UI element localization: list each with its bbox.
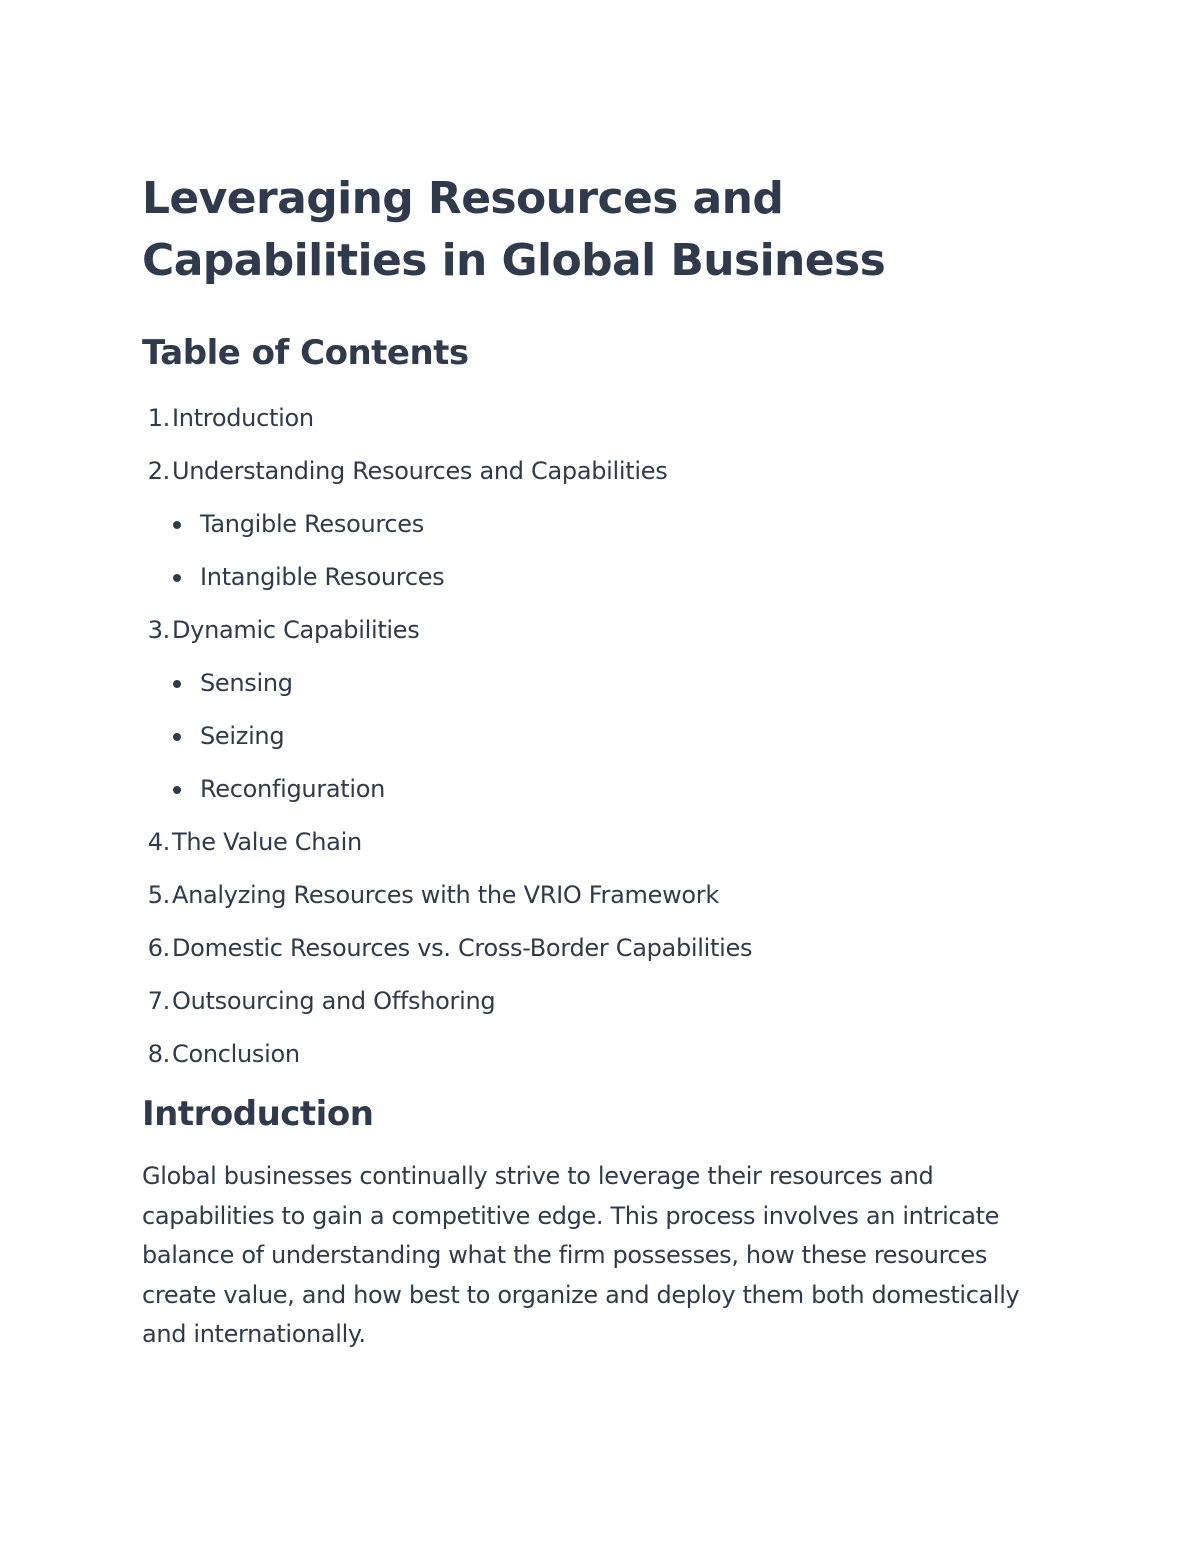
toc-item-label: Introduction bbox=[172, 404, 314, 432]
table-of-contents bbox=[142, 392, 1062, 1081]
bullet-icon bbox=[173, 680, 181, 688]
toc-item-label: The Value Chain bbox=[172, 828, 362, 856]
toc-item-label: Conclusion bbox=[172, 1040, 300, 1068]
toc-subitem-label: Reconfiguration bbox=[200, 775, 386, 803]
toc-item bbox=[142, 445, 1062, 498]
toc-item-number: 5. bbox=[147, 881, 170, 909]
toc-subitem bbox=[142, 498, 1062, 551]
toc-subitem bbox=[142, 763, 1062, 816]
toc-item bbox=[142, 869, 1062, 922]
toc-item bbox=[142, 816, 1062, 869]
toc-item bbox=[142, 392, 1062, 445]
document-title: Leveraging Resources and Capabilities in Global Business bbox=[142, 173, 886, 286]
toc-item-number: 8. bbox=[147, 1040, 170, 1068]
toc-item-number: 7. bbox=[147, 987, 170, 1015]
toc-subitem bbox=[142, 551, 1062, 604]
toc-item-number: 1. bbox=[147, 404, 170, 432]
toc-heading: Table of Contents bbox=[142, 333, 469, 373]
document-page bbox=[142, 168, 1062, 1355]
toc-item-label: Domestic Resources vs. Cross-Border Capabilities bbox=[172, 934, 753, 962]
toc-item-label: Outsourcing and Offshoring bbox=[172, 987, 496, 1015]
toc-subitem-label: Intangible Resources bbox=[200, 563, 445, 591]
toc-item-label: Understanding Resources and Capabilities bbox=[172, 457, 668, 485]
bullet-icon bbox=[173, 574, 181, 582]
toc-item-number: 3. bbox=[147, 616, 170, 644]
toc-subitem bbox=[142, 657, 1062, 710]
toc-item bbox=[142, 1028, 1062, 1081]
introduction-paragraph: Global businesses continually strive to leverage their resources and capabilities to gain a competitive edge. This process involves an intricate balance of understanding what the firm possesses, how these resources create value, and how best to organize and deploy them both domestically and internationally. bbox=[142, 1162, 1020, 1348]
toc-subitem-label: Seizing bbox=[200, 722, 285, 750]
toc-item bbox=[142, 922, 1062, 975]
toc-item bbox=[142, 604, 1062, 657]
toc-item-label: Dynamic Capabilities bbox=[172, 616, 420, 644]
toc-item-label: Analyzing Resources with the VRIO Framework bbox=[172, 881, 719, 909]
toc-item-number: 2. bbox=[147, 457, 170, 485]
toc-subitem-label: Sensing bbox=[200, 669, 293, 697]
introduction-heading: Introduction bbox=[142, 1094, 374, 1134]
toc-subitem bbox=[142, 710, 1062, 763]
toc-item-number: 6. bbox=[147, 934, 170, 962]
toc-item-number: 4. bbox=[147, 828, 170, 856]
bullet-icon bbox=[173, 733, 181, 741]
bullet-icon bbox=[173, 521, 181, 529]
toc-item bbox=[142, 975, 1062, 1028]
bullet-icon bbox=[173, 786, 181, 794]
toc-subitem-label: Tangible Resources bbox=[200, 510, 424, 538]
